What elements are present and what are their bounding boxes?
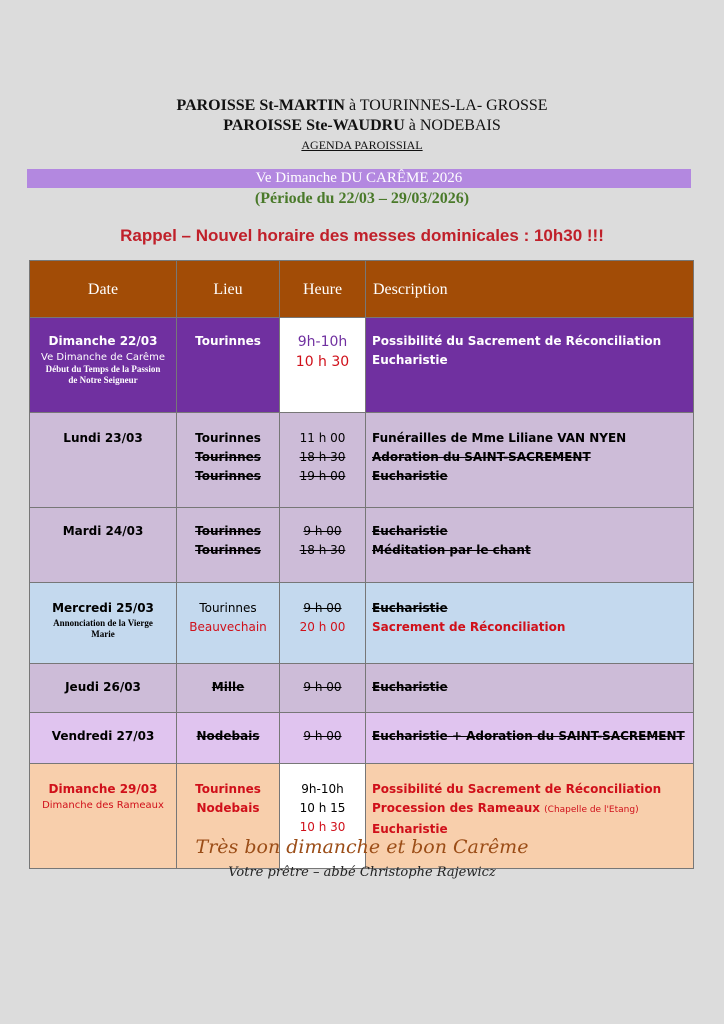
agenda-title: AGENDA PAROISSIAL bbox=[301, 138, 423, 152]
description-text: Sacrement de Réconciliation bbox=[372, 620, 566, 634]
time-value: 9 h 00 bbox=[303, 524, 342, 538]
time-value: 18 h 30 bbox=[299, 543, 346, 557]
time-value: 9h-10h bbox=[301, 782, 344, 796]
date-subtitle: Ve Dimanche de Carême bbox=[41, 352, 165, 363]
parish-place-1: à TOURINNES-LA- GROSSE bbox=[344, 97, 548, 114]
column-header-description: Description bbox=[366, 261, 694, 318]
lieu-cell bbox=[177, 508, 280, 583]
description-cell bbox=[366, 318, 694, 413]
description-text: Eucharistie bbox=[372, 601, 448, 615]
reminder-notice: Rappel – Nouvel horaire des messes dominicales : 10h30 !!! bbox=[120, 226, 604, 245]
description-text: Eucharistie bbox=[372, 353, 448, 367]
description-text: Possibilité du Sacrement de Réconciliation bbox=[372, 334, 662, 348]
date-subtitle: Marie bbox=[91, 629, 115, 639]
description-cell bbox=[366, 413, 694, 508]
table-row bbox=[30, 413, 694, 508]
table-row bbox=[30, 713, 694, 764]
heure-cell: 9 h 00 bbox=[280, 713, 366, 764]
heure-cell: 9 h 00 bbox=[280, 664, 366, 713]
lieu-cell: Tourinnes bbox=[177, 318, 280, 413]
lieu-cell: Nodebais bbox=[177, 713, 280, 764]
description-note: (Chapelle de l'Etang) bbox=[544, 805, 639, 815]
table-header-row bbox=[30, 261, 694, 318]
table-row bbox=[30, 583, 694, 664]
description-text: Eucharistie bbox=[372, 469, 448, 483]
column-header-lieu: Lieu bbox=[177, 261, 280, 318]
column-header-date: Date bbox=[30, 261, 177, 318]
date-note: de Notre Seigneur bbox=[68, 375, 138, 385]
lieu-cell bbox=[177, 413, 280, 508]
description-cell bbox=[366, 508, 694, 583]
table-row bbox=[30, 318, 694, 413]
time-value: 11 h 00 bbox=[299, 431, 346, 445]
signature-line: Votre prêtre – abbé Christophe Rajewicz bbox=[228, 865, 496, 880]
date-label: Mercredi 25/03 bbox=[52, 601, 154, 615]
table-row bbox=[30, 664, 694, 713]
description-text: Eucharistie bbox=[372, 822, 448, 836]
parish-name-2: PAROISSE Ste-WAUDRU bbox=[223, 117, 405, 134]
date-subtitle: Dimanche des Rameaux bbox=[42, 800, 164, 811]
date-cell bbox=[30, 318, 177, 413]
date-cell: Vendredi 27/03 bbox=[30, 713, 177, 764]
time-value: 9 h 00 bbox=[303, 601, 342, 615]
date-subtitle: Annonciation de la Vierge bbox=[53, 618, 153, 628]
place-value: Tourinnes bbox=[195, 782, 261, 796]
header-line-1 bbox=[0, 97, 724, 115]
description-text: Procession des Rameaux bbox=[372, 801, 540, 815]
heure-cell bbox=[280, 413, 366, 508]
description-text: Eucharistie bbox=[372, 524, 448, 538]
time-value: 10 h 15 bbox=[299, 801, 346, 815]
time-value: 10 h 30 bbox=[295, 354, 350, 370]
date-cell: Mardi 24/03 bbox=[30, 508, 177, 583]
time-value: 10 h 30 bbox=[299, 820, 346, 834]
date-cell bbox=[30, 583, 177, 664]
column-header-heure: Heure bbox=[280, 261, 366, 318]
table-row bbox=[30, 508, 694, 583]
heure-cell bbox=[280, 508, 366, 583]
place-value: Nodebais bbox=[196, 801, 260, 815]
closing-wish: Très bon dimanche et bon Carême bbox=[195, 836, 529, 858]
place-value: Tourinnes bbox=[199, 601, 257, 615]
place-value: Beauvechain bbox=[189, 620, 267, 634]
description-cell: Eucharistie + Adoration du SAINT-SACREMENT bbox=[366, 713, 694, 764]
header-line-2 bbox=[0, 117, 724, 135]
place-value: Tourinnes bbox=[195, 431, 261, 445]
lieu-cell bbox=[177, 583, 280, 664]
parish-place-2: à NODEBAIS bbox=[404, 117, 501, 134]
schedule-table bbox=[29, 260, 694, 869]
date-label: Dimanche 29/03 bbox=[48, 782, 158, 796]
period-label: (Période du 22/03 – 29/03/2026) bbox=[254, 190, 470, 207]
lieu-cell: Mille bbox=[177, 664, 280, 713]
time-value: 19 h 00 bbox=[299, 469, 346, 483]
description-text: Adoration du SAINT-SACREMENT bbox=[372, 450, 591, 464]
place-value: Tourinnes bbox=[195, 450, 261, 464]
place-value: Tourinnes bbox=[195, 524, 261, 538]
heure-cell bbox=[280, 318, 366, 413]
date-cell: Jeudi 26/03 bbox=[30, 664, 177, 713]
place-value: Tourinnes bbox=[195, 543, 261, 557]
time-value: 18 h 30 bbox=[299, 450, 346, 464]
description-text: Funérailles de Mme Liliane VAN NYEN bbox=[372, 431, 627, 445]
date-note: Début du Temps de la Passion bbox=[45, 364, 161, 374]
parish-name-1: PAROISSE St-MARTIN bbox=[176, 97, 345, 114]
description-cell: Eucharistie bbox=[366, 664, 694, 713]
time-value: 20 h 00 bbox=[299, 620, 346, 634]
sunday-banner: Ve Dimanche DU CARÊME 2026 bbox=[27, 169, 691, 188]
heure-cell bbox=[280, 583, 366, 664]
description-text: Possibilité du Sacrement de Réconciliation bbox=[372, 782, 662, 796]
date-cell: Lundi 23/03 bbox=[30, 413, 177, 508]
date-label: Dimanche 22/03 bbox=[48, 334, 158, 348]
time-value: 9h-10h bbox=[297, 334, 348, 350]
description-cell bbox=[366, 583, 694, 664]
place-value: Tourinnes bbox=[195, 469, 261, 483]
description-text: Méditation par le chant bbox=[372, 543, 531, 557]
